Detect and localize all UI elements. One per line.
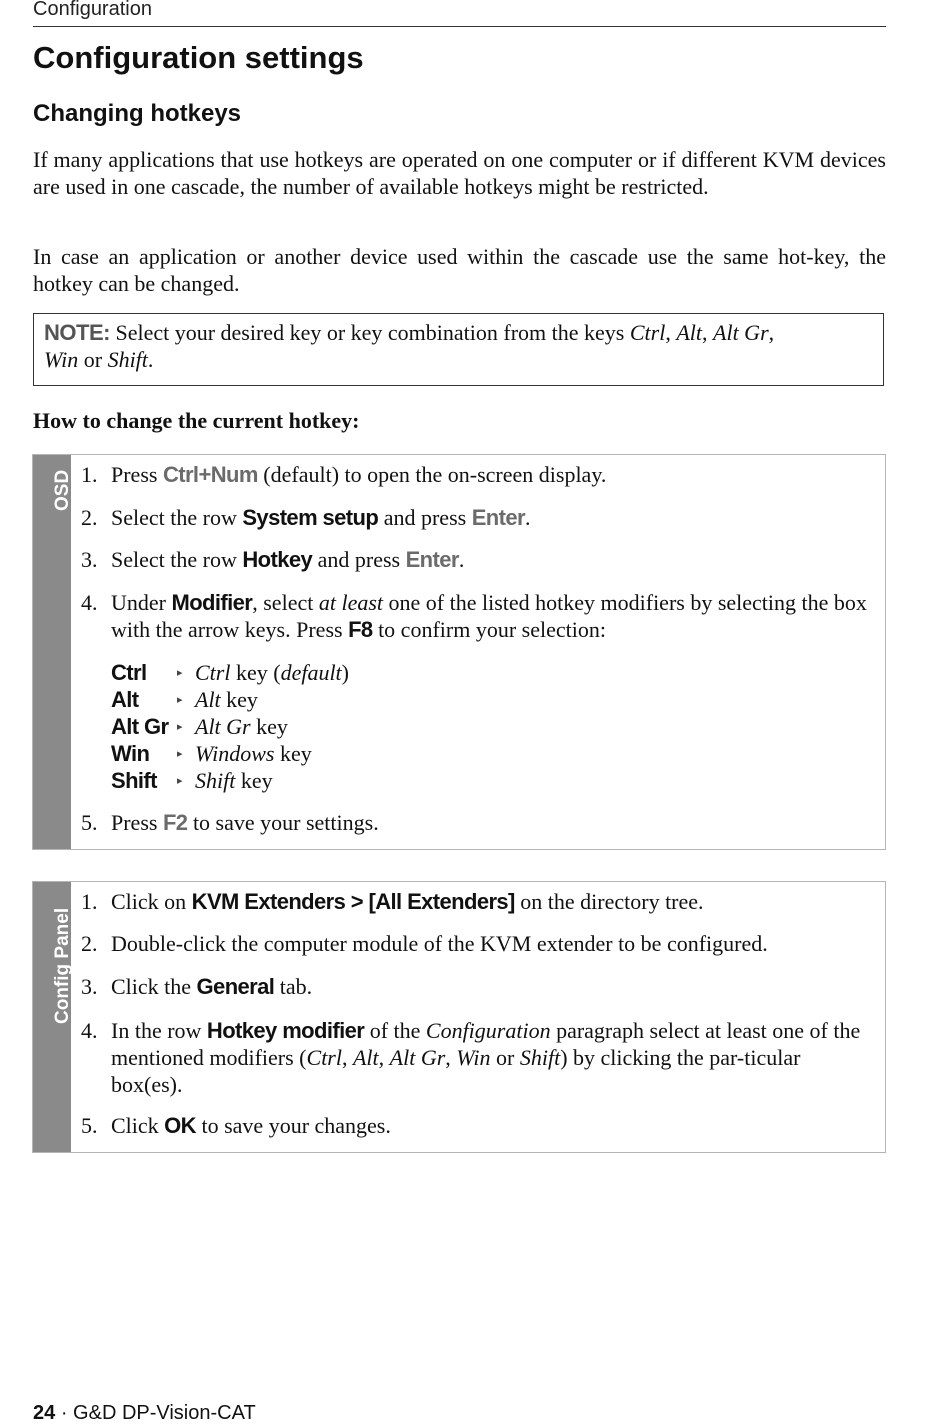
key-f2: F2 bbox=[162, 810, 188, 835]
arrow-right-icon: ▸ bbox=[177, 721, 183, 733]
page-title: Configuration settings bbox=[33, 40, 364, 75]
osd-panel: OSD 1. Press Ctrl+Num (default) to open the on-screen display. 2. Select the row System setup and press Enter. 3. Select the row Hotkey and press Enter. 4. Under Modifier, select at least one of the listed hotkey modifiers by selecting the box with the arrow keys. Press F8 to confirm your selection: 5. Press F2 to save your settings. Ctrl ▸ Ctrl key (default) Alt ▸ Alt key Alt Gr ▸ Alt Gr key Win ▸ Windows key Shift ▸ Shift key bbox=[32, 454, 886, 850]
howto-heading: How to change the current hotkey: bbox=[33, 408, 360, 433]
note-key-win: Win bbox=[44, 347, 79, 372]
key-ctrl-num: Ctrl+Num bbox=[162, 462, 258, 487]
key-f8: F8 bbox=[348, 617, 373, 642]
intro-paragraph-1: If many applications that use hotkeys are operated on one computer or if different KVM devices are used in one cascade, the number of available hotkeys might be restricted. bbox=[33, 147, 886, 199]
note-key-altgr: Alt Gr bbox=[713, 320, 769, 345]
arrow-right-icon: ▸ bbox=[177, 748, 183, 760]
config-panel-tab bbox=[33, 882, 71, 1152]
note-text: Select your desired key or key combination from the keys bbox=[115, 320, 625, 345]
ui-system-setup: System setup bbox=[242, 505, 379, 530]
osd-tab-label: OSD bbox=[52, 469, 73, 511]
ui-ok-button-ref: OK bbox=[164, 1113, 196, 1138]
key-enter: Enter bbox=[471, 505, 525, 530]
arrow-right-icon: ▸ bbox=[177, 667, 183, 679]
osd-tab bbox=[33, 455, 71, 849]
header-rule bbox=[33, 26, 886, 27]
note-key-alt: Alt bbox=[676, 320, 703, 345]
config-panel-tab-label: Config Panel bbox=[52, 907, 73, 1024]
note-label: NOTE: bbox=[44, 320, 110, 345]
ui-hotkey-modifier: Hotkey modifier bbox=[206, 1018, 365, 1043]
ui-hotkey: Hotkey bbox=[242, 547, 313, 572]
page-footer: 24 · G&D DP-Vision-CAT bbox=[33, 1402, 256, 1424]
section-subtitle: Changing hotkeys bbox=[33, 100, 242, 127]
config-panel: Config Panel 1. Click on KVM Extenders > [All Extenders] on the directory tree. 2. Double-click the computer module of the KVM extender to be configured. 3. Click the General tab. 4. In the row Hotkey modifier of the Configuration paragraph select at least one of the mentioned modifiers (Ctrl, Alt, Alt Gr, Win or Shift) by clicking the par-ticular box(es). 5. Click OK to save your changes. bbox=[32, 881, 886, 1153]
note-box: NOTE: Select your desired key or key combination from the keys Ctrl, Alt, Alt Gr, Win or Shift. bbox=[33, 313, 884, 386]
note-key-ctrl: Ctrl bbox=[629, 320, 666, 345]
ui-kvm-extenders: KVM Extenders > [All Extenders] bbox=[191, 889, 515, 914]
ui-general-tab: General bbox=[196, 974, 275, 999]
note-key-shift: Shift bbox=[107, 347, 148, 372]
ui-modifier: Modifier bbox=[171, 590, 253, 615]
intro-paragraph-2: In case an application or another device used within the cascade use the same hot-key, the hotkey can be changed. bbox=[33, 244, 886, 296]
running-header: Configuration bbox=[33, 0, 152, 20]
arrow-right-icon: ▸ bbox=[177, 775, 183, 787]
product-name: G&D DP-Vision-CAT bbox=[73, 1402, 256, 1424]
page-number: 24 bbox=[33, 1402, 56, 1424]
key-enter: Enter bbox=[405, 547, 459, 572]
arrow-right-icon: ▸ bbox=[177, 694, 183, 706]
